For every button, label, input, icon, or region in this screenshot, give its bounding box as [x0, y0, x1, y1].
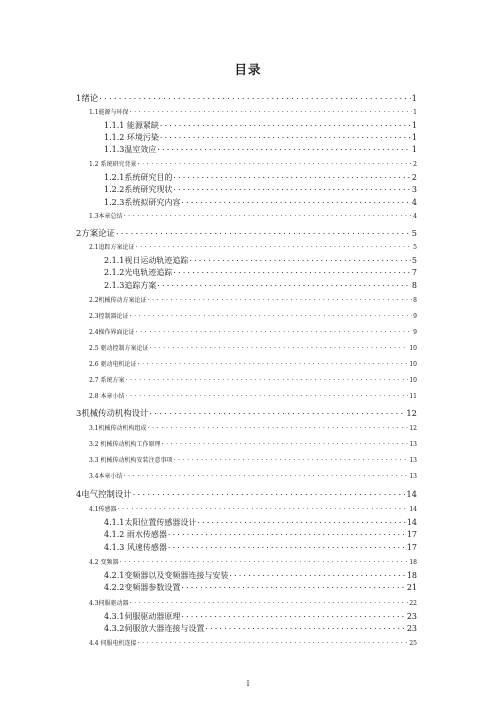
toc-entry [104, 623, 417, 634]
toc-entry-label: 3.3 机械传动机构安装注意事项 [89, 457, 173, 464]
toc-entry [89, 359, 417, 368]
dot-leader [157, 144, 411, 152]
toc-entry-label: 2.5 驱动控制方案论证 [89, 345, 149, 352]
toc-entry [89, 455, 417, 464]
dot-leader [124, 472, 409, 478]
toc-entry-label: 1.2.1系统研究目的 [104, 173, 173, 182]
toc-entry-page-number: 1 [411, 121, 417, 130]
toc-entry [104, 172, 417, 183]
toc-entry-page-number: 14 [409, 506, 417, 513]
dot-leader [189, 255, 411, 263]
toc-entry [104, 120, 417, 131]
toc-entry-label: 3机械传动机构设计 [76, 408, 149, 418]
toc-entry-page-number: 11 [409, 393, 417, 400]
toc-entry-page-number: 10 [409, 377, 417, 384]
dot-leader [160, 120, 411, 128]
toc-entry-label: 4.1.2 雨水传感器 [104, 530, 167, 539]
page-title: 目录 [234, 62, 262, 77]
toc-entry-page-number: 5 [413, 244, 417, 251]
toc-entry [104, 144, 417, 155]
toc-entry-page-number: 4 [413, 213, 417, 220]
toc-entry [104, 132, 417, 143]
toc-entry [104, 267, 417, 278]
toc-entry-page-number: 5 [411, 228, 417, 238]
toc-entry-label: 4电气控制设计 [76, 489, 132, 499]
dot-leader [137, 360, 408, 366]
toc-entry-label: 2方案论证 [76, 228, 115, 238]
toc-entry-label: 4.1.3 风速传感器 [104, 543, 167, 552]
toc-entry-page-number: 18 [406, 571, 417, 580]
toc-entry-label: 1绪论 [76, 93, 99, 103]
toc-entry [89, 311, 417, 320]
toc-entry-page-number: 23 [406, 624, 417, 633]
toc-entry-label: 1.1.1 能源紧缺 [104, 121, 159, 130]
dot-leader [137, 639, 408, 645]
toc-entry [89, 107, 417, 116]
toc-entry-page-number: 17 [406, 530, 417, 539]
dot-leader [125, 376, 408, 382]
toc-entry-page-number: 22 [409, 600, 417, 607]
toc-entry [104, 542, 417, 553]
toc-entry-label: 2.1追踪方案论证 [89, 244, 135, 251]
toc-entry-page-number: 9 [413, 329, 417, 336]
toc-entry-page-number: 8 [413, 297, 417, 304]
dot-leader [118, 505, 409, 511]
dot-leader [133, 489, 406, 497]
toc-entry-page-number: 13 [409, 441, 417, 448]
toc-entry-label: 4.2.1变频器以及变频器连接与安装 [104, 571, 229, 580]
toc-entry-page-number: 8 [411, 281, 417, 290]
toc-entry-label: 2.7 系统方案 [89, 377, 125, 384]
toc-entry-page-number: 2 [413, 161, 417, 168]
toc-entry-label: 2.4操作界面论证 [89, 329, 135, 336]
toc-entry-label: 1.1能源与环保 [89, 109, 129, 116]
toc-entry [76, 92, 417, 104]
toc-entry-page-number: 9 [413, 313, 417, 320]
toc-entry [104, 255, 417, 266]
toc-entry-label: 4.3.1伺服驱动器原理 [104, 612, 181, 621]
toc-entry [89, 557, 417, 566]
toc-entry-page-number: 4 [411, 198, 417, 207]
dot-leader [136, 243, 413, 249]
dot-leader [197, 517, 405, 525]
dot-leader [205, 623, 405, 631]
toc-entry-page-number: 25 [409, 640, 417, 647]
toc-entry [76, 488, 417, 500]
toc-entry-page-number: 1 [411, 145, 417, 154]
dot-leader [130, 108, 413, 114]
toc-entry [104, 570, 417, 581]
dot-leader [149, 344, 408, 350]
toc-entry [104, 582, 417, 593]
toc-entry-label: 1.2.2系统研究现状 [104, 185, 173, 194]
toc-entry [89, 638, 417, 647]
dot-leader [173, 267, 411, 275]
toc-entry-label: 1.3本章总结 [89, 213, 123, 220]
toc-entry-label: 4.3.2伺服放大器连接与设置 [104, 624, 205, 633]
dot-leader [130, 599, 409, 605]
toc-entry [104, 280, 417, 291]
toc-entry [104, 529, 417, 540]
toc-entry-label: 3.4本章小结 [89, 473, 123, 480]
toc-entry-page-number: 5 [411, 256, 417, 265]
dot-leader [160, 132, 411, 140]
toc-entry-label: 1.1.3温室效应 [104, 145, 157, 154]
toc-entry-page-number: 18 [409, 559, 417, 566]
toc-entry-page-number: 1 [411, 133, 417, 142]
toc-entry-label: 4.4 伺服电机连接 [89, 640, 137, 647]
toc-entry-page-number: 2 [411, 173, 417, 182]
dot-leader [229, 570, 405, 578]
toc-entry-label: 2.8 本章小结 [89, 393, 125, 400]
toc-entry [76, 227, 417, 239]
toc-entry-page-number: 10 [409, 345, 417, 352]
dot-leader [125, 392, 408, 398]
toc-entry-page-number: 12 [406, 408, 417, 418]
dot-leader [173, 456, 408, 462]
toc-entry [89, 242, 417, 251]
toc-entry [104, 184, 417, 195]
toc-entry [89, 598, 417, 607]
toc-entry-page-number: 21 [406, 583, 417, 592]
toc-entry-page-number: 14 [406, 489, 417, 499]
toc-entry-page-number: 1 [413, 109, 417, 116]
toc-entry [89, 504, 417, 513]
dot-leader [149, 408, 405, 416]
dot-leader [119, 558, 408, 564]
toc-entry-label: 2.2机械传动方案论证 [89, 297, 147, 304]
toc-entry-page-number: 1 [411, 93, 417, 103]
dot-leader [137, 160, 412, 166]
dot-leader [116, 228, 411, 236]
toc-entry-page-number: 17 [406, 543, 417, 552]
toc-entry-page-number: 10 [409, 361, 417, 368]
toc-entry [104, 517, 417, 528]
toc-entry-label: 2.1.3追踪方案 [104, 281, 157, 290]
toc-entry [89, 439, 417, 448]
toc-entry-page-number: 7 [411, 268, 417, 277]
toc-entry [89, 391, 417, 400]
toc-entry-label: 4.3伺服驱动器 [89, 600, 129, 607]
toc-entry-label: 2.3控制器论证 [89, 313, 129, 320]
dot-leader [148, 424, 409, 430]
toc-entry [76, 407, 417, 419]
toc-entry-label: 4.1传感器 [89, 506, 117, 513]
toc-entry-label: 2.6 驱动电机论证 [89, 361, 137, 368]
toc-entry-label: 1.2.3系统拟研究内容 [104, 198, 181, 207]
toc-entry-page-number: 14 [406, 518, 417, 527]
dot-leader [130, 312, 413, 318]
dot-leader [173, 184, 411, 192]
toc-entry [89, 343, 417, 352]
dot-leader [161, 440, 408, 446]
toc-entry-page-number: 12 [409, 425, 417, 432]
dot-leader [181, 197, 411, 205]
dot-leader [168, 542, 406, 550]
toc-entry-page-number: 13 [409, 473, 417, 480]
dot-leader [124, 212, 413, 218]
toc-entry-label: 2.1.2光电轨迹追踪 [104, 268, 173, 277]
toc-entry-label: 4.2 变频器 [89, 559, 119, 566]
toc-entry-label: 1.1.2 环境污染 [104, 133, 159, 142]
toc-entry [89, 471, 417, 480]
dot-leader [181, 611, 405, 619]
toc-entry [89, 375, 417, 384]
toc-entry [104, 197, 417, 208]
dot-leader [173, 172, 411, 180]
toc-entry [89, 295, 417, 304]
dot-leader [99, 93, 411, 101]
dot-leader [136, 328, 413, 334]
toc-entry-label: 3.2 机械传动机构工作原理 [89, 441, 161, 448]
toc-entry-label: 3.1机械传动机构组成 [89, 425, 147, 432]
dot-leader [168, 529, 406, 537]
toc-entry-page-number: 13 [409, 457, 417, 464]
toc-entry [89, 159, 417, 168]
toc-entry [89, 211, 417, 220]
toc-entry-page-number: 3 [411, 185, 417, 194]
toc-entry-label: 4.1.1太阳位置传感器设计 [104, 518, 197, 527]
toc-entry-label: 4.2.2变频器参数设置 [104, 583, 181, 592]
dot-leader [148, 296, 413, 302]
toc-entry [104, 611, 417, 622]
toc-entry-label: 1.2 系统研究背景 [89, 161, 137, 168]
toc-entry-page-number: 23 [406, 612, 417, 621]
dot-leader [181, 582, 405, 590]
toc-entry [89, 327, 417, 336]
toc-entry-label: 2.1.1视日运动轨迹追踪 [104, 256, 189, 265]
toc-entry [89, 423, 417, 432]
dot-leader [157, 280, 411, 288]
page-number-footer: I [246, 680, 250, 688]
